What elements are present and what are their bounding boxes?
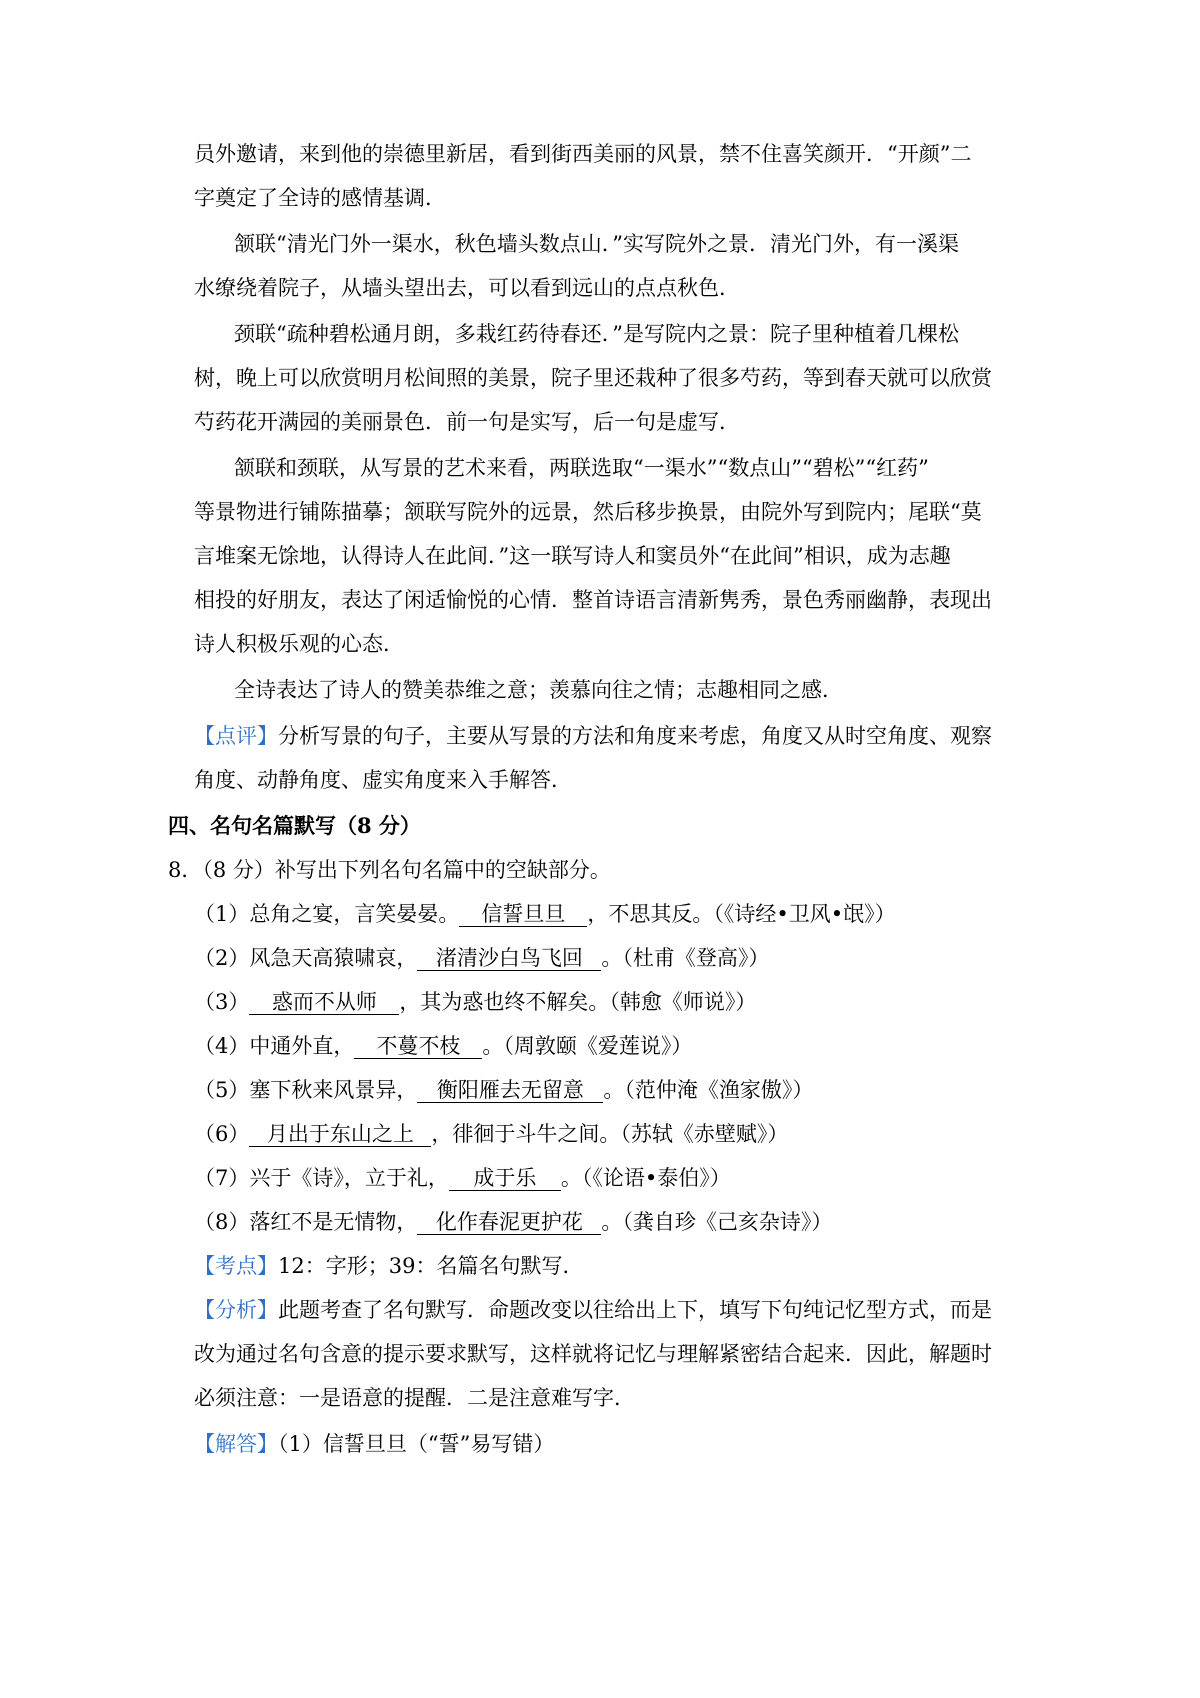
item-suffix: ，其为惑也终不解矣。（韩愈《师说》） xyxy=(399,990,757,1014)
question-item xyxy=(194,1164,731,1192)
item-prefix: （1）总角之宴，言笑晏晏。 xyxy=(194,902,460,926)
fenxi-text: 必须注意：一是语意的提醒．二是注意难写字． xyxy=(194,1386,635,1410)
item-prefix: （5）塞下秋来风景异， xyxy=(194,1078,418,1102)
paragraph-line: 相投的好朋友，表达了闲适愉悦的心情．整首诗语言清新隽秀，景色秀丽幽静，表现出 xyxy=(194,588,992,612)
item-prefix: （6） xyxy=(194,1122,250,1146)
answer-blank: 化作春泥更护花 xyxy=(417,1210,601,1235)
paragraph-line: 等景物进行铺陈描摹；颔联写院外的远景，然后移步换景，由院外写到院内；尾联“莫 xyxy=(194,500,982,524)
item-prefix: （8）落红不是无情物， xyxy=(194,1210,418,1234)
item-suffix: 。（范仲淹《渔家傲》） xyxy=(603,1078,814,1102)
jieda-tag: 【解答】 xyxy=(194,1432,278,1456)
answer-blank: 渚清沙白鸟飞回 xyxy=(417,946,601,971)
item-suffix: 。（杜甫《登高》） xyxy=(601,946,770,970)
paragraph-line: 字奠定了全诗的感情基调． xyxy=(194,186,446,210)
item-prefix: （7）兴于《诗》，立于礼， xyxy=(194,1166,449,1190)
jieda-block xyxy=(194,1430,554,1458)
paragraph-line: 树，晚上可以欣赏明月松间照的美景，院子里还栽种了很多芍药，等到春天就可以欣赏 xyxy=(194,366,992,390)
question-item xyxy=(194,944,769,972)
item-prefix: （4）中通外直， xyxy=(194,1034,355,1058)
paragraph-line: 言堆案无馀地，认得诗人在此间．”这一联写诗人和窦员外“在此间”相识，成为志趣 xyxy=(194,544,951,568)
answer-blank: 成于乐 xyxy=(449,1166,561,1191)
paragraph-line: 颈联“疏种碧松通月朗，多栽红药待春还．”是写院内之景：院子里种植着几棵松 xyxy=(234,322,959,346)
paragraph-line: 颔联和颈联，从写景的艺术来看，两联选取“一渠水”“数点山”“碧松”“红药” xyxy=(234,456,929,480)
paragraph-line: 颔联“清光门外一渠水，秋色墙头数点山．”实写院外之景．清光门外，有一溪渠 xyxy=(234,232,959,256)
answer-blank: 不蔓不枝 xyxy=(354,1034,482,1059)
item-suffix: 。（周敦颐《爱莲说》） xyxy=(482,1034,693,1058)
answer-blank: 月出于东山之上 xyxy=(249,1122,431,1147)
fenxi-text: 此题考查了名句默写．命题改变以往给出上下，填写下句纯记忆型方式，而是 xyxy=(278,1298,992,1322)
paragraph-line: 员外邀请，来到他的崇德里新居，看到街西美丽的风景，禁不住喜笑颜开．“开颜”二 xyxy=(194,142,972,166)
fenxi-block xyxy=(194,1296,992,1324)
paragraph-line: 芍药花开满园的美丽景色．前一句是实写，后一句是虚写． xyxy=(194,410,740,434)
comment-text: 分析写景的句子，主要从写景的方法和角度来考虑，角度又从时空角度、观察 xyxy=(278,724,992,748)
fenxi-text: 改为通过名句含意的提示要求默写，这样就将记忆与理解紧密结合起来．因此，解题时 xyxy=(194,1342,992,1366)
comment-block xyxy=(194,722,992,750)
answer-blank: 信誓旦旦 xyxy=(459,902,587,927)
jieda-text: （1）信誓旦旦（“誓”易写错） xyxy=(278,1432,555,1456)
section-heading: 四、名句名篇默写（8 分） xyxy=(168,813,421,838)
question-item xyxy=(194,900,896,928)
question-item xyxy=(194,1032,692,1060)
question-stem: 8．（8 分）补写出下列名句名篇中的空缺部分。 xyxy=(168,858,611,882)
question-item xyxy=(194,1076,813,1104)
question-item xyxy=(194,988,756,1016)
comment-tag: 【点评】 xyxy=(194,724,278,748)
question-item xyxy=(194,1208,832,1236)
item-suffix: 。（《论语•泰伯》） xyxy=(560,1166,731,1190)
answer-blank: 惑而不从师 xyxy=(249,990,399,1015)
kaodian-tag: 【考点】 xyxy=(194,1254,278,1278)
fenxi-tag: 【分析】 xyxy=(194,1298,278,1322)
item-suffix: 。（龚自珍《己亥杂诗》） xyxy=(601,1210,833,1234)
item-suffix: ，不思其反。（《诗经•卫风•氓》） xyxy=(587,902,896,926)
kaodian-block xyxy=(194,1252,583,1280)
kaodian-text: 12：字形；39：名篇名句默写． xyxy=(278,1254,584,1278)
comment-text: 角度、动静角度、虚实角度来入手解答． xyxy=(194,768,572,792)
paragraph-line: 水缭绕着院子，从墙头望出去，可以看到远山的点点秋色． xyxy=(194,276,740,300)
item-suffix: ，徘徊于斗牛之间。（苏轼《赤壁赋》） xyxy=(431,1122,789,1146)
question-item xyxy=(194,1120,788,1148)
item-prefix: （2）风急天高猿啸哀， xyxy=(194,946,418,970)
paragraph-line: 全诗表达了诗人的赞美恭维之意；羡慕向往之情；志趣相同之感． xyxy=(234,678,843,702)
paragraph-line: 诗人积极乐观的心态． xyxy=(194,632,404,656)
item-prefix: （3） xyxy=(194,990,250,1014)
answer-blank: 衡阳雁去无留意 xyxy=(417,1078,603,1103)
